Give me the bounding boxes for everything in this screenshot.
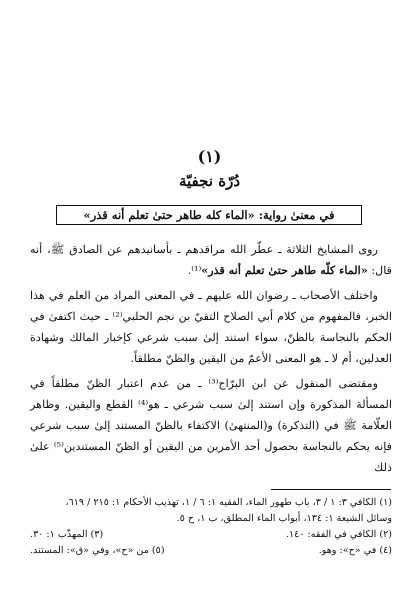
paragraph-text: ⁽¹⁾.	[187, 264, 202, 277]
footnote-4: (٤) في «ح»: وهو.	[318, 545, 392, 556]
paragraph-text: ومقتضى المنقول عن ابن البرّاج⁽³⁾ ـ من عدم اعتبار الظنّ مطلقاً في المسألة المذكورة وإن استند إلىٰ سبب شرعي ـ هو⁽⁴⁾ القطع واليقين. وظاهر العلّامة ﷺ في (التذكرة) و(المنتهىٰ) الاكتفاء بالظنّ المستند إلىٰ سبب شرعي فإنه يحكم بالنجاسة بحصول أحد الأمرين من اليقين أو الظنّ المستندين⁽⁵⁾ علىٰ ذلك	[30, 377, 392, 474]
paragraph-2	[30, 285, 392, 369]
footnote-1: (١) الكافي ٣: ١ / ٣، باب طهور الماء، الفقيه ١: ٦ / ١، تهذيب الأحكام ١: ٢١٥ / ٦١٩،	[65, 497, 392, 508]
footnote-3: (٣) المهذّب ١: ٣٠.	[30, 529, 104, 540]
page-title: دُرّة نجفيّة	[178, 172, 241, 190]
footnote-row-4-5	[30, 543, 392, 559]
paragraph-text: واختلف الأصحاب ـ رضوان الله عليهم ـ في المعنى المراد من العلم في هذا الخبر، فالمفهوم من كلام أبي الصلاح التقيّ بن نجم الحلبي⁽²⁾ ـ حيث اكتفىٰ في الحكم بالنجاسة بالظنّ، سواء استند إلىٰ سبب شرعي كإخبار المالك وشهادة العدلين، أم لا ـ هو المعنى الأعمّ من اليقين والظنّ مطلقاً.	[30, 289, 392, 365]
body-text	[30, 239, 392, 482]
paragraph-text: روى المشايخ الثلاثة ـ عطّر الله مراقدهم ـ بأسانيدهم عن الصادق ﷺ، أنه قال:	[30, 243, 392, 277]
footnotes	[30, 495, 392, 559]
footnote-divider	[271, 489, 391, 490]
footnote-row-2-3	[30, 527, 392, 543]
footnote-5: (٥) من «ح»، وفي «ق»: المستند.	[30, 545, 165, 556]
subtitle: في معنىٰ رواية: «الماء كله طاهر حتىٰ تعلم أنه قذر»	[83, 208, 335, 222]
section-number: (١)	[197, 147, 222, 166]
paragraph-1	[30, 239, 392, 281]
subtitle-box	[56, 205, 362, 225]
paragraph-3	[30, 373, 392, 478]
quoted-hadith: «الماء كلّه طاهر حتىٰ تعلم أنه قذر»	[201, 263, 368, 277]
footnote-2: (٢) الكافي في الفقه: ١٤٠.	[285, 529, 392, 540]
footnote-1-cont: وسائل الشيعة ١: ١٣٤، أبواب الماء المطلق، ب ١، ح ٥.	[176, 513, 392, 524]
